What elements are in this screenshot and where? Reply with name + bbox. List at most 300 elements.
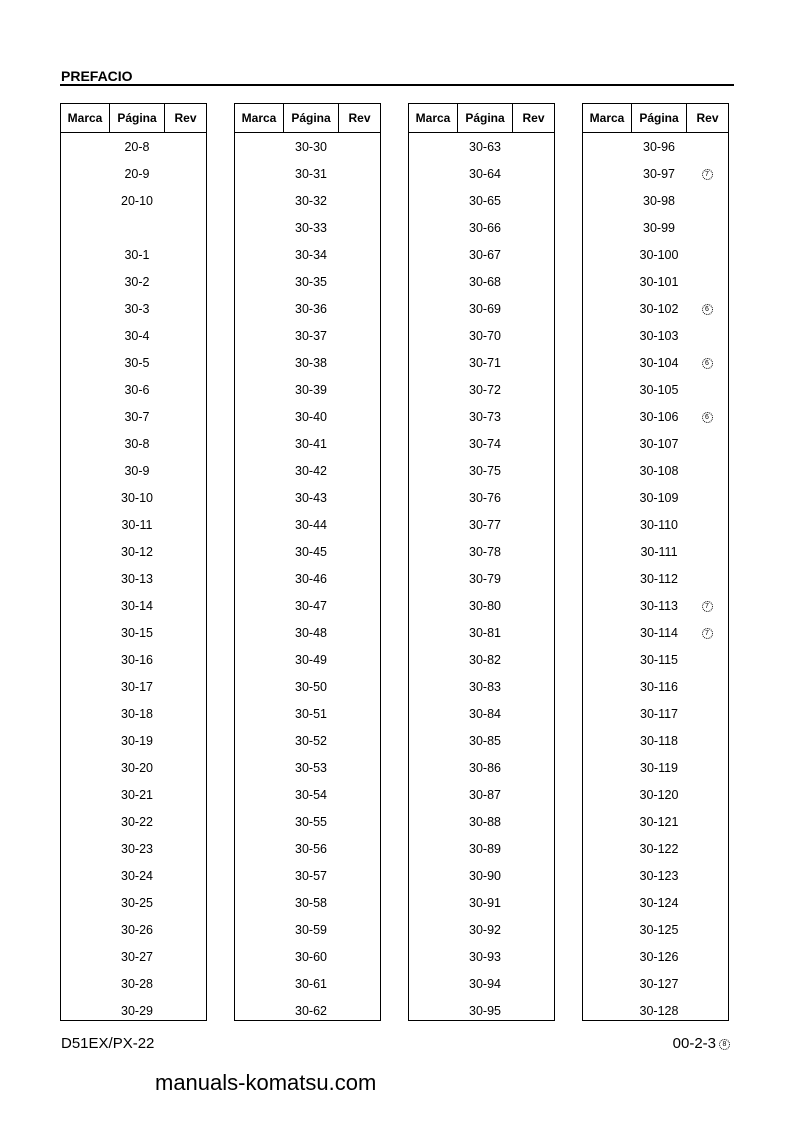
page-cell: 30-67 (469, 247, 501, 262)
revision-mark-icon: 8 (719, 1039, 730, 1050)
page-cell: 30-70 (469, 328, 501, 343)
page-cell: 30-127 (639, 976, 679, 991)
page-cell: 30-54 (295, 787, 327, 802)
table-row (235, 349, 380, 376)
table-row (235, 430, 380, 457)
page-cell: 30-89 (469, 841, 501, 856)
revision-table (234, 103, 381, 1021)
table-row (61, 646, 206, 673)
page-cell: 30-66 (469, 220, 501, 235)
table-row (409, 457, 554, 484)
page-cell: 30-117 (640, 706, 678, 721)
table-row (61, 727, 206, 754)
table-row (583, 646, 728, 673)
table-header (61, 104, 206, 133)
page-cell: 30-122 (639, 841, 679, 856)
table-row (61, 133, 206, 160)
table-row (235, 376, 380, 403)
page-cell: 30-20 (121, 760, 153, 775)
page-cell: 30-84 (469, 706, 501, 721)
page-cell: 30-49 (295, 652, 327, 667)
table-row (235, 160, 380, 187)
page-cell: 30-16 (121, 652, 153, 667)
page-cell: 30-124 (639, 895, 679, 910)
page-cell: 30-128 (639, 1003, 679, 1018)
page-cell: 30-41 (295, 436, 327, 451)
page-cell: 30-42 (295, 463, 327, 478)
table-row (409, 673, 554, 700)
page-cell: 30-72 (469, 382, 501, 397)
header-marca: Marca (409, 104, 458, 132)
page-cell: 30-17 (121, 679, 153, 694)
table-row (583, 700, 728, 727)
page-cell: 30-4 (124, 328, 150, 343)
page-cell: 20-8 (124, 139, 150, 154)
footer-model: D51EX/PX-22 (61, 1035, 155, 1052)
table-row (583, 781, 728, 808)
page-cell: 30-12 (121, 544, 153, 559)
page-cell: 30-115 (640, 652, 678, 667)
page-cell: 30-40 (295, 409, 327, 424)
table-row (583, 214, 728, 241)
page-cell: 30-18 (121, 706, 153, 721)
table-row (583, 835, 728, 862)
page-cell: 30-81 (469, 625, 501, 640)
table-row (583, 538, 728, 565)
page-cell: 30-56 (295, 841, 327, 856)
table-row (409, 511, 554, 538)
page-cell: 30-79 (469, 571, 501, 586)
page-cell: 30-97 (643, 166, 675, 181)
table-row (583, 430, 728, 457)
table-row (61, 754, 206, 781)
page-cell: 30-78 (469, 544, 501, 559)
page-cell: 30-88 (469, 814, 501, 829)
page-cell: 30-112 (640, 571, 678, 586)
table-row (61, 214, 206, 241)
page-cell: 30-57 (295, 868, 327, 883)
table-row (409, 241, 554, 268)
page-cell: 30-86 (469, 760, 501, 775)
table-row (583, 916, 728, 943)
table-row (583, 457, 728, 484)
page-cell: 30-123 (639, 868, 679, 883)
table-row (61, 673, 206, 700)
table-row (409, 538, 554, 565)
revision-table (408, 103, 555, 1021)
table-row (409, 376, 554, 403)
page-cell: 30-34 (295, 247, 327, 262)
page-cell: 30-43 (295, 490, 327, 505)
table-row (235, 916, 380, 943)
table-row (61, 997, 206, 1024)
page-cell: 30-63 (469, 139, 501, 154)
table-row (235, 241, 380, 268)
rev-cell (686, 168, 728, 180)
header-marca: Marca (583, 104, 632, 132)
header-rev: Rev (174, 111, 197, 125)
table-row (61, 295, 206, 322)
page-cell: 30-6 (124, 382, 150, 397)
table-row (61, 430, 206, 457)
table-row (61, 619, 206, 646)
table-row (235, 592, 380, 619)
page-cell: 30-95 (469, 1003, 501, 1018)
table-row (61, 268, 206, 295)
rev-cell (686, 627, 728, 639)
table-row (409, 565, 554, 592)
page-cell: 30-51 (295, 706, 327, 721)
table-row (583, 889, 728, 916)
page-cell: 30-23 (121, 841, 153, 856)
table-row (235, 862, 380, 889)
footer-page (673, 1035, 730, 1052)
page-cell: 30-104 (639, 355, 679, 370)
page-cell: 30-101 (639, 274, 679, 289)
table-row (61, 916, 206, 943)
table-row (409, 349, 554, 376)
page-cell: 30-3 (124, 301, 150, 316)
header-rev: Rev (696, 111, 719, 125)
table-row (409, 403, 554, 430)
table-row (583, 970, 728, 997)
page-cell: 30-15 (121, 625, 153, 640)
table-row (61, 403, 206, 430)
table-row (235, 322, 380, 349)
table-row (583, 619, 728, 646)
rev-cell (686, 357, 728, 369)
table-header (235, 104, 380, 133)
revision-mark-icon: 6 (702, 412, 713, 423)
table-row (235, 619, 380, 646)
table-row (61, 862, 206, 889)
page-cell: 30-19 (121, 733, 153, 748)
page-cell: 30-98 (643, 193, 675, 208)
table-row (583, 160, 728, 187)
page-cell: 30-22 (121, 814, 153, 829)
table-row (583, 997, 728, 1024)
page-cell: 30-107 (639, 436, 679, 451)
table-row (61, 781, 206, 808)
table-row (409, 916, 554, 943)
table-row (583, 943, 728, 970)
table-row (61, 376, 206, 403)
watermark: manuals-komatsu.com (155, 1070, 377, 1095)
page-cell: 20-10 (121, 193, 153, 208)
header-rev: Rev (348, 111, 371, 125)
page-cell: 30-11 (121, 517, 153, 532)
table-row (235, 538, 380, 565)
page-cell: 30-62 (295, 1003, 327, 1018)
page-cell: 30-38 (295, 355, 327, 370)
table-row (409, 133, 554, 160)
page-cell: 30-50 (295, 679, 327, 694)
table-row (583, 511, 728, 538)
revision-table (582, 103, 729, 1021)
table-row (235, 295, 380, 322)
page-cell: 30-83 (469, 679, 501, 694)
table-row (61, 457, 206, 484)
table-row (583, 592, 728, 619)
page-cell: 30-108 (639, 463, 679, 478)
page-cell: 30-64 (469, 166, 501, 181)
table-row (61, 241, 206, 268)
page-cell: 30-35 (295, 274, 327, 289)
table-row (583, 808, 728, 835)
table-row (409, 187, 554, 214)
table-row (235, 970, 380, 997)
page-cell: 30-74 (469, 436, 501, 451)
header-pagina: Página (110, 104, 165, 132)
table-row (409, 430, 554, 457)
page-cell: 30-125 (639, 922, 679, 937)
page-cell: 30-96 (643, 139, 675, 154)
table-row (583, 268, 728, 295)
table-header (583, 104, 728, 133)
title-rule (60, 84, 734, 86)
table-row (61, 565, 206, 592)
page-cell: 30-121 (639, 814, 679, 829)
table-row (583, 187, 728, 214)
revision-table (60, 103, 207, 1021)
page-cell: 30-60 (295, 949, 327, 964)
header-rev: Rev (522, 111, 545, 125)
header-marca: Marca (235, 104, 284, 132)
table-row (409, 862, 554, 889)
page-title: PREFACIO (61, 68, 133, 84)
page-cell: 30-99 (643, 220, 675, 235)
table-row (583, 727, 728, 754)
table-row (61, 970, 206, 997)
table-row (235, 673, 380, 700)
table-row (583, 349, 728, 376)
page-cell: 30-27 (121, 949, 153, 964)
rev-cell (686, 600, 728, 612)
page-cell: 30-25 (121, 895, 153, 910)
header-marca: Marca (61, 104, 110, 132)
page-cell: 30-69 (469, 301, 501, 316)
revision-mark-icon: 7 (702, 169, 713, 180)
table-row (235, 457, 380, 484)
page-cell: 30-45 (295, 544, 327, 559)
page-cell: 30-61 (295, 976, 327, 991)
page-cell: 30-75 (469, 463, 501, 478)
page-cell: 30-113 (640, 598, 678, 613)
table-row (409, 889, 554, 916)
page-cell: 30-44 (295, 517, 327, 532)
table-row (409, 214, 554, 241)
page-cell: 30-114 (640, 625, 678, 640)
table-row (583, 376, 728, 403)
page-cell: 30-87 (469, 787, 501, 802)
page-cell: 30-68 (469, 274, 501, 289)
page-cell: 30-8 (124, 436, 150, 451)
page-cell: 30-126 (639, 949, 679, 964)
table-row (235, 754, 380, 781)
table-row (583, 754, 728, 781)
page-cell: 30-5 (124, 355, 150, 370)
page-cell: 30-10 (121, 490, 153, 505)
table-row (61, 538, 206, 565)
page-cell: 30-55 (295, 814, 327, 829)
page-cell: 30-1 (124, 247, 150, 262)
table-row (235, 214, 380, 241)
revision-mark-icon: 6 (702, 304, 713, 315)
table-row (235, 187, 380, 214)
table-row (583, 241, 728, 268)
table-row (61, 484, 206, 511)
page-cell: 30-76 (469, 490, 501, 505)
footer-page-number: 00-2-3 (672, 1035, 716, 1052)
page-cell: 30-109 (639, 490, 679, 505)
table-row (583, 403, 728, 430)
revision-mark-icon: 6 (702, 358, 713, 369)
table-header (409, 104, 554, 133)
page-cell: 30-80 (469, 598, 501, 613)
rev-cell (686, 411, 728, 423)
table-row (61, 187, 206, 214)
page-cell: 30-90 (469, 868, 501, 883)
page-cell: 30-53 (295, 760, 327, 775)
table-row (235, 268, 380, 295)
page-cell: 30-7 (124, 409, 150, 424)
header-pagina: Página (458, 104, 513, 132)
page-cell: 30-77 (469, 517, 501, 532)
table-row (235, 700, 380, 727)
table-row (409, 997, 554, 1024)
table-row (235, 781, 380, 808)
table-row (235, 484, 380, 511)
page-cell: 30-39 (295, 382, 327, 397)
table-row (61, 349, 206, 376)
table-row (61, 592, 206, 619)
page-cell: 30-37 (295, 328, 327, 343)
page-cell: 30-47 (295, 598, 327, 613)
table-row (409, 295, 554, 322)
table-row (583, 322, 728, 349)
table-row (61, 943, 206, 970)
table-row (235, 646, 380, 673)
page-cell: 30-28 (121, 976, 153, 991)
page-cell: 30-30 (295, 139, 327, 154)
page-cell: 30-119 (640, 760, 678, 775)
page-cell: 30-105 (639, 382, 679, 397)
page-cell: 30-73 (469, 409, 501, 424)
page-cell: 30-93 (469, 949, 501, 964)
table-row (61, 511, 206, 538)
page-cell: 30-102 (639, 301, 679, 316)
table-row (235, 403, 380, 430)
table-row (583, 133, 728, 160)
page-cell: 30-24 (121, 868, 153, 883)
page-cell: 30-71 (469, 355, 501, 370)
table-row (235, 835, 380, 862)
table-row (583, 565, 728, 592)
table-row (583, 484, 728, 511)
page-cell: 30-94 (469, 976, 501, 991)
page-cell: 30-26 (121, 922, 153, 937)
page-cell: 30-103 (639, 328, 679, 343)
table-row (409, 700, 554, 727)
table-row (409, 754, 554, 781)
page-cell: 30-14 (121, 598, 153, 613)
table-row (409, 322, 554, 349)
header-pagina: Página (284, 104, 339, 132)
table-row (61, 322, 206, 349)
page-cell: 30-118 (640, 733, 678, 748)
page-cell: 30-59 (295, 922, 327, 937)
table-row (409, 160, 554, 187)
page-cell: 30-58 (295, 895, 327, 910)
table-row (583, 673, 728, 700)
page-cell: 30-2 (124, 274, 150, 289)
table-row (235, 511, 380, 538)
table-row (61, 808, 206, 835)
page-cell: 30-48 (295, 625, 327, 640)
table-row (235, 997, 380, 1024)
table-row (583, 862, 728, 889)
table-row (409, 808, 554, 835)
rev-cell (686, 303, 728, 315)
revision-mark-icon: 7 (702, 628, 713, 639)
page-cell: 30-52 (295, 733, 327, 748)
page-cell: 30-13 (121, 571, 153, 586)
table-row (409, 619, 554, 646)
page-cell: 30-111 (640, 544, 678, 559)
page-cell: 30-33 (295, 220, 327, 235)
header-pagina: Página (632, 104, 687, 132)
table-row (61, 160, 206, 187)
page-cell: 30-36 (295, 301, 327, 316)
page-cell: 30-110 (640, 517, 678, 532)
table-row (235, 565, 380, 592)
page-cell: 30-91 (469, 895, 501, 910)
page-cell: 30-92 (469, 922, 501, 937)
table-row (409, 592, 554, 619)
page-cell: 30-116 (640, 679, 678, 694)
table-row (61, 889, 206, 916)
table-row (235, 943, 380, 970)
table-row (409, 727, 554, 754)
table-row (409, 646, 554, 673)
table-row (235, 808, 380, 835)
page-cell: 30-9 (124, 463, 150, 478)
page-cell: 30-82 (469, 652, 501, 667)
page-cell: 20-9 (124, 166, 150, 181)
page-cell: 30-120 (639, 787, 679, 802)
page-cell: 30-85 (469, 733, 501, 748)
page-cell: 30-100 (639, 247, 679, 262)
page-cell: 30-29 (121, 1003, 153, 1018)
table-row (409, 781, 554, 808)
table-row (235, 727, 380, 754)
revision-mark-icon: 7 (702, 601, 713, 612)
table-row (409, 484, 554, 511)
table-row (409, 970, 554, 997)
page-cell: 30-106 (639, 409, 679, 424)
table-row (61, 700, 206, 727)
page-cell: 30-21 (121, 787, 153, 802)
page-cell: 30-31 (295, 166, 327, 181)
page-cell: 30-46 (295, 571, 327, 586)
table-row (235, 889, 380, 916)
table-row (235, 133, 380, 160)
table-row (61, 835, 206, 862)
table-row (583, 295, 728, 322)
page-cell: 30-32 (295, 193, 327, 208)
table-row (409, 835, 554, 862)
table-row (409, 943, 554, 970)
